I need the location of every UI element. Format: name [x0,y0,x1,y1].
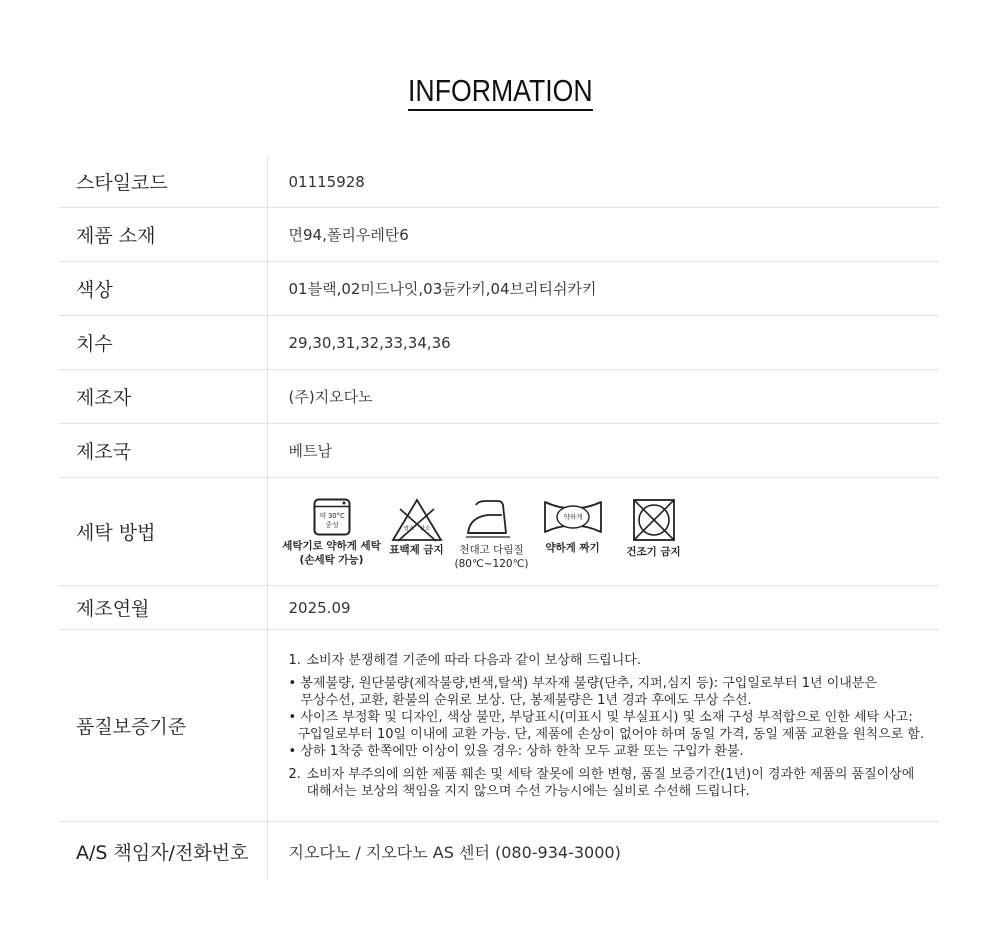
bleach-chlorine-text: 염소 [403,525,414,532]
row-label: 스타일코드 [59,156,267,208]
table-row-size [59,316,939,370]
row-label: 제조국 [59,424,267,478]
iron-icon [462,497,522,541]
quality-bullet-2 [289,709,940,726]
care-caption: 건조기 금지 [626,545,681,558]
care-caption: 세탁기로 약하게 세탁 [282,539,381,552]
product-info-table [59,156,939,880]
quality-bullet-3 [289,743,940,760]
item-text-cont: 대해서는 보상의 책임을 지지 않으며 수선 가능시에는 실비로 수선해 드립니다. [306,783,750,799]
item-number: 2. [288,766,301,782]
table-row-country [59,424,939,478]
bullet: • [288,709,297,725]
care-iron [452,497,532,571]
washing-machine-icon [312,497,352,537]
wash-neutral-text: 중성 [324,520,339,529]
bullet-text-cont: 구입일로부터 10일 이내에 교환 가능. 단, 제품에 손상이 없어야 하며 동일 가격, 동일 제품 교환을 원칙으로 함. [297,726,925,742]
wash-temp-text: 약 30°C [318,511,345,520]
wring-gentle-text: 약하게 [563,512,582,521]
row-label: 치수 [59,316,267,370]
title-container [0,74,1000,111]
table-row-style-code [59,156,939,208]
wring-icon [542,497,604,537]
row-label: 제조자 [59,370,267,424]
row-label: 제조연월 [59,586,267,630]
care-caption: 약하게 짜기 [545,541,600,554]
bleach-oxygen-text: 산소 [419,525,430,532]
quality-item-2 [289,766,940,783]
row-value: 01블랙,02미드나잇,03듄카키,04브리티쉬카키 [267,262,939,316]
item-text: 소비자 분쟁해결 기준에 따라 다음과 같이 보상해 드립니다. [306,652,641,668]
row-label: 품질보증기준 [59,630,267,822]
bullet-text: 상하 1착중 한쪽에만 이상이 있을 경우: 상하 한착 모두 교환 또는 구입가 환불. [300,743,744,759]
row-value-quality [267,630,939,822]
bullet-text: 사이즈 부정확 및 디자인, 색상 불만, 부당표시(미표시 및 부실표시) 및 소재 구성 부적합으로 인한 세탁 사고: [300,709,913,725]
bullet: • [288,743,297,759]
care-caption: 천대고 다림질 [459,543,524,556]
page-title: INFORMATION [408,74,593,111]
row-label: 색상 [59,262,267,316]
table-row-material [59,208,939,262]
bullet: • [288,675,297,691]
row-value: 지오다노 / 지오다노 AS 센터 (080-934-3000) [288,842,621,862]
table-row-manufacturer [59,370,939,424]
quality-bullet-1 [289,675,940,692]
care-caption: 표백제 금지 [389,543,444,556]
row-value: 베트남 [267,424,939,478]
bullet-text: 봉제불량, 원단불량(제작불량,변색,탈색) 부자재 불량(단추, 지퍼,심지 등): 구입일로부터 1년 이내분은 [300,675,877,691]
care-bleach [382,497,452,557]
row-value: (주)지오다노 [267,370,939,424]
care-caption-sub: (80℃~120℃) [454,557,529,570]
no-tumble-dry-icon [631,497,677,543]
no-bleach-icon [390,497,444,543]
item-number: 1. [288,652,301,668]
row-value: 29,30,31,32,33,34,36 [267,316,939,370]
row-value: 01115928 [267,156,939,208]
table-row-date [59,586,939,630]
bullet-text-cont: 무상수선, 교환, 환불의 순위로 보상. 단, 봉제불량은 1년 경과 후에도 무상 수선. [300,692,752,708]
quality-text [289,652,940,800]
row-value: 면94,폴리우레탄6 [267,208,939,262]
item-text: 소비자 부주의에 의한 제품 훼손 및 세탁 잘못에 의한 변형, 품질 보증기간(1년)이 경과한 제품의 품질이상에 [306,766,915,782]
care-icons [282,497,940,571]
table-row-color [59,262,939,316]
table-row-as [59,822,939,881]
care-wring [532,497,614,555]
row-label: 세탁 방법 [59,478,267,586]
table-row-quality [59,630,939,822]
care-caption-sub: (손세탁 가능) [299,553,364,566]
row-label: 제품 소재 [59,208,267,262]
row-value: 2025.09 [267,586,939,630]
care-dry [614,497,694,559]
row-value-care [267,478,939,586]
table-row-washing [59,478,939,586]
care-wash [282,497,382,567]
row-label: A/S 책임자/전화번호 [59,822,267,881]
quality-item-1 [289,652,940,669]
